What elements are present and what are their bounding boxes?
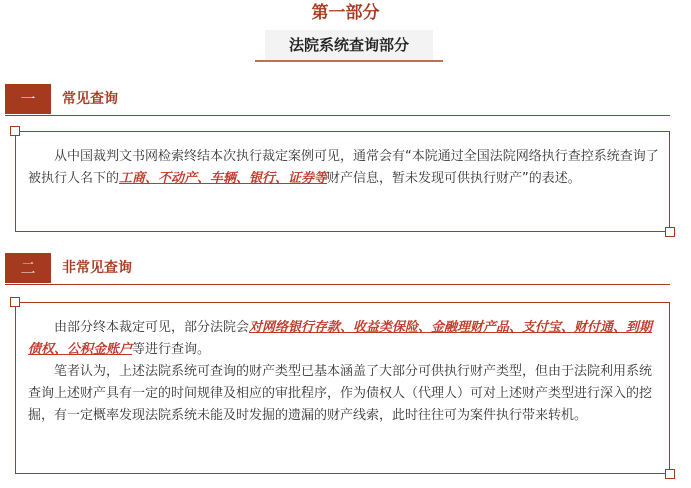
part-title: 第一部分	[311, 3, 380, 23]
section-header-common	[0, 82, 691, 118]
section-title: 非常见查询	[62, 260, 132, 276]
paragraph: 从中国裁判文书网检索终结本次执行裁定案例可见，通常会有“本院通过全国法院网络执行查控系统查询了被执行人名下的工商、不动产、车辆、银行、证券等财产信息，暂未发现可供执行财产”的表述。	[28, 149, 659, 186]
section-title: 常见查询	[62, 91, 118, 107]
corner-ornament	[10, 126, 20, 136]
highlighted-text: 工商、不动产、车辆、银行、证券等	[119, 171, 328, 186]
corner-ornament	[665, 469, 675, 479]
section-header-uncommon	[0, 251, 691, 287]
section-number-badge: 二	[5, 253, 51, 283]
highlighted-text: 对网络银行存款、收益类保险、金融理财产品、支付宝、财付通、到期债权、公积金账户	[28, 320, 653, 357]
paragraph: 由部分终本裁定可见，部分法院会对网络银行存款、收益类保险、金融理财产品、支付宝、财付通、到期债权、公积金账户等进行查询。	[28, 320, 653, 357]
content-box-common	[15, 131, 670, 232]
subtitle-underline	[255, 60, 443, 62]
section-subtitle: 法院系统查询部分	[265, 30, 433, 60]
corner-ornament	[10, 297, 20, 307]
section-divider	[5, 115, 670, 116]
paragraph: 笔者认为，上述法院系统可查询的财产类型已基本涵盖了大部分可供执行财产类型，但由于法院利用系统查询上述财产具有一定的时间规律及相应的审批程序，作为债权人（代理人）可对上述财产类型进行深入的挖掘，有一定概率发现法院系统未能及时发掘的遗漏的财产线索，此时往往可为案件执行带来转机。	[28, 364, 653, 423]
section-divider	[5, 284, 670, 285]
section-number-badge: 一	[5, 84, 51, 114]
content-box-uncommon	[15, 302, 670, 474]
corner-ornament	[665, 227, 675, 237]
